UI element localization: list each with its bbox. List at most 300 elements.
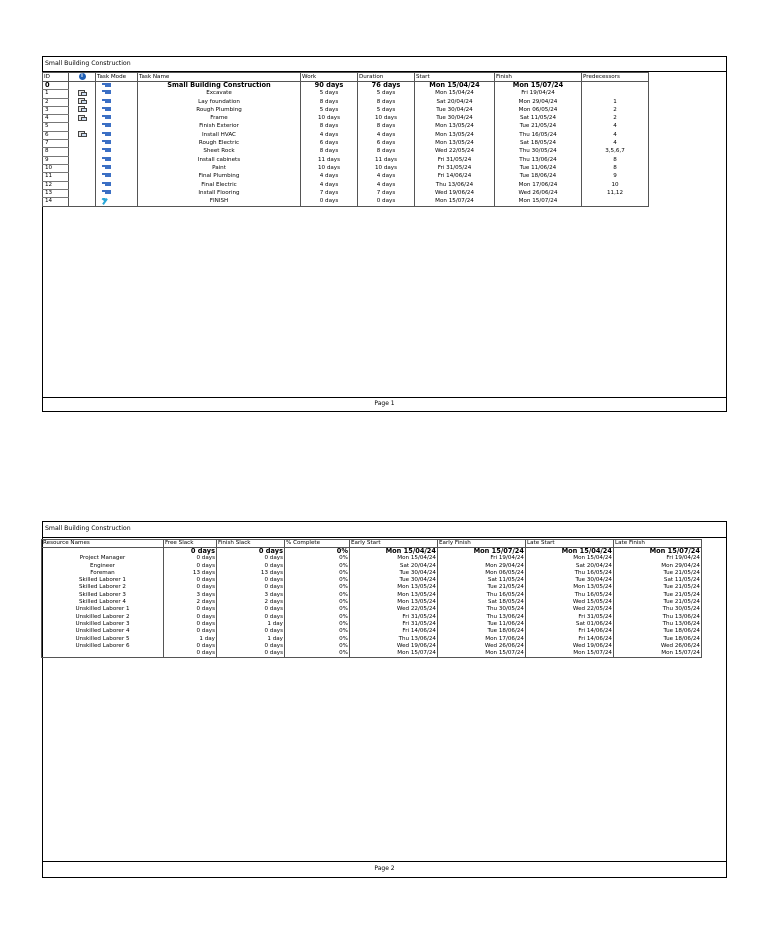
finish-slack: 0 days: [217, 628, 285, 635]
task-indicator: [69, 140, 96, 148]
task-name: Install Flooring: [138, 189, 301, 197]
auto-scheduled-task-icon: [102, 115, 111, 120]
finish-slack: 0 days: [217, 563, 285, 570]
task-work: 7 days: [301, 189, 358, 197]
late-start: Mon 13/05/24: [526, 584, 614, 591]
task-id: 6: [43, 131, 69, 139]
resource-row[interactable]: [42, 650, 702, 658]
task-mode: [96, 156, 138, 164]
resource-row[interactable]: [42, 584, 702, 591]
task-work: 10 days: [301, 115, 358, 123]
resource-row[interactable]: [42, 563, 702, 570]
task-table-header: [43, 73, 649, 82]
percent-complete: 0%: [285, 584, 350, 591]
early-start: Mon 13/05/24: [350, 592, 438, 599]
percent-complete: 0%: [285, 570, 350, 577]
percent-complete: 0%: [285, 614, 350, 621]
task-finish: Thu 16/05/24: [495, 131, 582, 139]
task-predecessors: 11,12: [582, 189, 649, 197]
early-finish: Tue 21/05/24: [438, 584, 526, 591]
task-start: Fri 31/05/24: [415, 156, 495, 164]
task-predecessors: 1: [582, 98, 649, 106]
free-slack: 0 days: [164, 606, 217, 613]
task-indicator: [69, 115, 96, 123]
divider: [43, 537, 726, 538]
early-start: Mon 15/04/24: [350, 548, 438, 556]
task-duration: 10 days: [358, 164, 415, 172]
task-mode: [96, 140, 138, 148]
task-indicator: [69, 198, 96, 207]
task-predecessors: 2: [582, 115, 649, 123]
resource-row[interactable]: [42, 599, 702, 606]
finish-slack: 1 day: [217, 636, 285, 643]
early-finish: Thu 16/05/24: [438, 592, 526, 599]
resource-name: Unskilled Laborer 2: [42, 614, 164, 621]
finish-slack: 0 days: [217, 548, 285, 556]
auto-scheduled-task-icon: [102, 90, 111, 95]
task-row[interactable]: [43, 131, 649, 139]
late-finish: Sat 11/05/24: [614, 577, 702, 584]
early-start: Fri 31/05/24: [350, 614, 438, 621]
column-header-work[interactable]: Work: [301, 73, 358, 82]
column-header-late-start[interactable]: Late Start: [526, 540, 614, 548]
resource-name: [42, 548, 164, 556]
task-id: 10: [43, 164, 69, 172]
task-id: 5: [43, 123, 69, 131]
late-finish: Fri 19/04/24: [614, 555, 702, 562]
column-header-predecessors[interactable]: Predecessors: [582, 73, 649, 82]
task-mode: [96, 181, 138, 189]
task-predecessors: 4: [582, 140, 649, 148]
task-finish: Mon 15/07/24: [495, 82, 582, 90]
finish-slack: 3 days: [217, 592, 285, 599]
percent-complete: 0%: [285, 555, 350, 562]
resource-row[interactable]: [42, 628, 702, 635]
column-header-indicators[interactable]: [69, 73, 96, 82]
task-work: 0 days: [301, 198, 358, 207]
task-mode: [96, 198, 138, 207]
task-finish: Tue 18/06/24: [495, 173, 582, 181]
task-start: Tue 30/04/24: [415, 106, 495, 114]
resource-row[interactable]: [42, 577, 702, 584]
task-row[interactable]: [43, 164, 649, 172]
task-start: Wed 19/06/24: [415, 189, 495, 197]
task-name: Excavate: [138, 90, 301, 98]
auto-scheduled-task-icon: [102, 148, 111, 153]
task-row[interactable]: [43, 189, 649, 197]
percent-complete: 0%: [285, 563, 350, 570]
auto-scheduled-task-icon: [102, 123, 111, 128]
late-start: Tue 30/04/24: [526, 577, 614, 584]
task-duration: 7 days: [358, 189, 415, 197]
task-row[interactable]: [43, 173, 649, 181]
late-finish: Tue 21/05/24: [614, 592, 702, 599]
finish-slack: 0 days: [217, 555, 285, 562]
free-slack: 2 days: [164, 599, 217, 606]
free-slack: 0 days: [164, 614, 217, 621]
page-number: Page 1: [374, 400, 395, 407]
task-start: Mon 13/05/24: [415, 123, 495, 131]
task-finish: Mon 15/07/24: [495, 198, 582, 207]
task-start: Wed 22/05/24: [415, 148, 495, 156]
task-mode: [96, 189, 138, 197]
task-predecessors: 10: [582, 181, 649, 189]
late-finish: Thu 30/05/24: [614, 606, 702, 613]
task-name: Sheet Rock: [138, 148, 301, 156]
task-mode: [96, 106, 138, 114]
column-header-percent-complete[interactable]: % Complete: [285, 540, 350, 548]
task-duration: 4 days: [358, 181, 415, 189]
task-work: 10 days: [301, 164, 358, 172]
late-start: Fri 14/06/24: [526, 628, 614, 635]
free-slack: 0 days: [164, 643, 217, 650]
task-row[interactable]: [43, 198, 649, 207]
finish-slack: 13 days: [217, 570, 285, 577]
resource-assignment-icon: [77, 106, 87, 113]
column-header-finish-slack[interactable]: Finish Slack: [217, 540, 285, 548]
finish-slack: 0 days: [217, 650, 285, 658]
task-duration: 8 days: [358, 98, 415, 106]
early-start: Mon 15/07/24: [350, 650, 438, 658]
early-start: Wed 22/05/24: [350, 606, 438, 613]
task-start: Thu 13/06/24: [415, 181, 495, 189]
resource-assignment-icon: [77, 98, 87, 105]
page-number: Page 2: [374, 865, 395, 872]
task-finish: Wed 26/06/24: [495, 189, 582, 197]
late-start: Fri 31/05/24: [526, 614, 614, 621]
resource-row[interactable]: [42, 548, 702, 556]
early-start: Wed 19/06/24: [350, 643, 438, 650]
late-finish: Tue 21/05/24: [614, 584, 702, 591]
task-start: Sat 20/04/24: [415, 98, 495, 106]
early-finish: Sat 18/05/24: [438, 599, 526, 606]
report-page-2: [42, 521, 727, 878]
early-finish: Mon 06/05/24: [438, 570, 526, 577]
resource-row[interactable]: [42, 555, 702, 562]
column-header-task-mode[interactable]: Task Mode: [96, 73, 138, 82]
resource-assignment-icon: [77, 115, 87, 122]
resource-name: Foreman: [42, 570, 164, 577]
free-slack: 0 days: [164, 584, 217, 591]
resource-assignment-icon: [77, 90, 87, 97]
column-header-resource-names[interactable]: Resource Names: [42, 540, 164, 548]
task-name: Final Plumbing: [138, 173, 301, 181]
early-start: Tue 30/04/24: [350, 577, 438, 584]
late-start: Sat 20/04/24: [526, 563, 614, 570]
early-finish: Mon 29/04/24: [438, 563, 526, 570]
task-duration: 11 days: [358, 156, 415, 164]
task-rows: [43, 82, 649, 207]
page-title: Small Building Construction: [45, 60, 131, 67]
free-slack: 0 days: [164, 555, 217, 562]
task-name: Finish Exterior: [138, 123, 301, 131]
auto-scheduled-task-icon: [102, 132, 111, 137]
task-name: Rough Plumbing: [138, 106, 301, 114]
resource-row[interactable]: [42, 606, 702, 613]
task-work: 8 days: [301, 123, 358, 131]
percent-complete: 0%: [285, 592, 350, 599]
task-predecessors: 8: [582, 156, 649, 164]
task-start: Mon 13/05/24: [415, 140, 495, 148]
task-row[interactable]: [43, 148, 649, 156]
task-start: Mon 15/04/24: [415, 90, 495, 98]
task-indicator: [69, 82, 96, 90]
late-start: Sat 01/06/24: [526, 621, 614, 628]
task-id: 3: [43, 106, 69, 114]
early-finish: Mon 17/06/24: [438, 636, 526, 643]
resource-name: Engineer: [42, 563, 164, 570]
task-start: Mon 15/07/24: [415, 198, 495, 207]
task-work: 4 days: [301, 181, 358, 189]
task-predecessors: 4: [582, 131, 649, 139]
resource-name: Skilled Laborer 4: [42, 599, 164, 606]
task-name: FINISH: [138, 198, 301, 207]
task-row[interactable]: [43, 156, 649, 164]
early-finish: Thu 13/06/24: [438, 614, 526, 621]
free-slack: 0 days: [164, 577, 217, 584]
task-predecessors: 9: [582, 173, 649, 181]
resource-row[interactable]: [42, 636, 702, 643]
task-row[interactable]: [43, 181, 649, 189]
early-start: Mon 13/05/24: [350, 599, 438, 606]
task-indicator: [69, 106, 96, 114]
late-finish: Thu 13/06/24: [614, 621, 702, 628]
task-name: Final Electric: [138, 181, 301, 189]
resource-row[interactable]: [42, 570, 702, 577]
task-row[interactable]: [43, 140, 649, 148]
column-header-late-finish[interactable]: Late Finish: [614, 540, 702, 548]
task-row[interactable]: [43, 82, 649, 90]
early-start: Mon 13/05/24: [350, 584, 438, 591]
percent-complete: 0%: [285, 650, 350, 658]
early-finish: Tue 11/06/24: [438, 621, 526, 628]
early-finish: Mon 15/07/24: [438, 548, 526, 556]
task-mode: [96, 98, 138, 106]
early-start: Fri 31/05/24: [350, 621, 438, 628]
column-header-finish[interactable]: Finish: [495, 73, 582, 82]
task-mode: [96, 173, 138, 181]
task-mode: [96, 123, 138, 131]
task-work: 8 days: [301, 98, 358, 106]
late-start: Mon 15/04/24: [526, 555, 614, 562]
late-finish: Mon 15/07/24: [614, 548, 702, 556]
task-finish: Thu 13/06/24: [495, 156, 582, 164]
footer-divider: [43, 861, 726, 862]
resource-row[interactable]: [42, 592, 702, 599]
resource-name: Unskilled Laborer 3: [42, 621, 164, 628]
resource-table: [41, 539, 702, 658]
task-predecessors: 4: [582, 123, 649, 131]
late-finish: Mon 29/04/24: [614, 563, 702, 570]
auto-scheduled-task-icon: [102, 190, 111, 195]
column-header-free-slack[interactable]: Free Slack: [164, 540, 217, 548]
task-id: 14: [43, 198, 69, 207]
task-name: Install cabinets: [138, 156, 301, 164]
column-header-early-start[interactable]: Early Start: [350, 540, 438, 548]
column-header-task-name[interactable]: Task Name: [138, 73, 301, 82]
task-row[interactable]: [43, 106, 649, 114]
late-start: Mon 15/07/24: [526, 650, 614, 658]
task-name: Rough Electric: [138, 140, 301, 148]
resource-row[interactable]: [42, 643, 702, 650]
percent-complete: 0%: [285, 628, 350, 635]
resource-name: Unskilled Laborer 4: [42, 628, 164, 635]
auto-scheduled-task-icon: [102, 165, 111, 170]
resource-name: [42, 650, 164, 658]
task-duration: 76 days: [358, 82, 415, 90]
auto-scheduled-task-icon: [102, 157, 111, 162]
task-mode: [96, 131, 138, 139]
resource-name: Skilled Laborer 2: [42, 584, 164, 591]
free-slack: 0 days: [164, 621, 217, 628]
task-id: 1: [43, 90, 69, 98]
resource-row[interactable]: [42, 621, 702, 628]
task-finish: Thu 30/05/24: [495, 148, 582, 156]
column-header-early-finish[interactable]: Early Finish: [438, 540, 526, 548]
percent-complete: 0%: [285, 606, 350, 613]
column-header-id[interactable]: ID: [43, 73, 69, 82]
finish-slack: 1 day: [217, 621, 285, 628]
task-duration: 10 days: [358, 115, 415, 123]
task-mode: [96, 82, 138, 90]
late-finish: Mon 15/07/24: [614, 650, 702, 658]
early-finish: Sat 11/05/24: [438, 577, 526, 584]
task-predecessors: 2: [582, 106, 649, 114]
task-mode: [96, 115, 138, 123]
early-start: Sat 20/04/24: [350, 563, 438, 570]
late-finish: Tue 21/05/24: [614, 599, 702, 606]
task-name: Small Building Construction: [138, 82, 301, 90]
task-indicator: [69, 90, 96, 98]
task-start: Fri 31/05/24: [415, 164, 495, 172]
early-finish: Tue 18/06/24: [438, 628, 526, 635]
early-finish: Thu 30/05/24: [438, 606, 526, 613]
task-id: 8: [43, 148, 69, 156]
task-finish: Sat 18/05/24: [495, 140, 582, 148]
late-start: Wed 22/05/24: [526, 606, 614, 613]
task-indicator: [69, 98, 96, 106]
resource-name: Unskilled Laborer 5: [42, 636, 164, 643]
early-start: Fri 14/06/24: [350, 628, 438, 635]
free-slack: 0 days: [164, 628, 217, 635]
task-mode: [96, 90, 138, 98]
task-duration: 5 days: [358, 90, 415, 98]
task-start: Tue 30/04/24: [415, 115, 495, 123]
task-id: 2: [43, 98, 69, 106]
task-predecessors: 8: [582, 164, 649, 172]
info-icon: i: [79, 73, 86, 80]
resource-rows: [42, 548, 702, 658]
task-row[interactable]: [43, 98, 649, 106]
resource-table-header: [42, 540, 702, 548]
late-start: Fri 14/06/24: [526, 636, 614, 643]
task-finish: Tue 21/05/24: [495, 123, 582, 131]
free-slack: 0 days: [164, 548, 217, 556]
task-id: 4: [43, 115, 69, 123]
auto-scheduled-task-icon: [102, 182, 111, 187]
footer-divider: [43, 397, 726, 398]
finish-slack: 0 days: [217, 643, 285, 650]
task-duration: 8 days: [358, 123, 415, 131]
auto-scheduled-task-icon: [102, 173, 111, 178]
resource-name: Unskilled Laborer 1: [42, 606, 164, 613]
late-start: Thu 16/05/24: [526, 592, 614, 599]
task-id: 11: [43, 173, 69, 181]
early-finish: Fri 19/04/24: [438, 555, 526, 562]
late-start: Thu 16/05/24: [526, 570, 614, 577]
late-start: Wed 19/06/24: [526, 643, 614, 650]
late-start: Mon 15/04/24: [526, 548, 614, 556]
task-indicator: [69, 173, 96, 181]
late-finish: Tue 18/06/24: [614, 636, 702, 643]
manually-scheduled-task-icon: [102, 198, 108, 205]
task-duration: 5 days: [358, 106, 415, 114]
column-header-duration[interactable]: Duration: [358, 73, 415, 82]
task-table: [42, 72, 649, 207]
task-finish: Tue 11/06/24: [495, 164, 582, 172]
task-finish: Mon 17/06/24: [495, 181, 582, 189]
column-header-start[interactable]: Start: [415, 73, 495, 82]
task-indicator: [69, 148, 96, 156]
auto-scheduled-task-icon: [102, 83, 111, 88]
early-finish: Wed 26/06/24: [438, 643, 526, 650]
free-slack: 13 days: [164, 570, 217, 577]
task-row[interactable]: [43, 123, 649, 131]
percent-complete: 0%: [285, 621, 350, 628]
finish-slack: 2 days: [217, 599, 285, 606]
finish-slack: 0 days: [217, 584, 285, 591]
resource-row[interactable]: [42, 614, 702, 621]
page-title: Small Building Construction: [45, 525, 131, 532]
task-finish: Mon 06/05/24: [495, 106, 582, 114]
task-row[interactable]: [43, 90, 649, 98]
percent-complete: 0%: [285, 636, 350, 643]
auto-scheduled-task-icon: [102, 99, 111, 104]
task-row[interactable]: [43, 115, 649, 123]
finish-slack: 0 days: [217, 577, 285, 584]
early-start: Tue 30/04/24: [350, 570, 438, 577]
task-work: 4 days: [301, 173, 358, 181]
resource-name: Project Manager: [42, 555, 164, 562]
task-start: Mon 13/05/24: [415, 131, 495, 139]
resource-name: Unskilled Laborer 6: [42, 643, 164, 650]
resource-assignment-icon: [77, 131, 87, 138]
task-duration: 8 days: [358, 148, 415, 156]
free-slack: 0 days: [164, 650, 217, 658]
late-finish: Tue 18/06/24: [614, 628, 702, 635]
resource-name: Skilled Laborer 1: [42, 577, 164, 584]
task-id: 7: [43, 140, 69, 148]
task-finish: Sat 11/05/24: [495, 115, 582, 123]
task-indicator: [69, 156, 96, 164]
free-slack: 3 days: [164, 592, 217, 599]
percent-complete: 0%: [285, 599, 350, 606]
finish-slack: 0 days: [217, 614, 285, 621]
late-start: Wed 15/05/24: [526, 599, 614, 606]
task-duration: 0 days: [358, 198, 415, 207]
task-name: Frame: [138, 115, 301, 123]
task-indicator: [69, 123, 96, 131]
resource-name: Skilled Laborer 3: [42, 592, 164, 599]
late-finish: Tue 21/05/24: [614, 570, 702, 577]
early-finish: Mon 15/07/24: [438, 650, 526, 658]
task-predecessors: [582, 82, 649, 90]
task-predecessors: 3,5,6,7: [582, 148, 649, 156]
task-id: 9: [43, 156, 69, 164]
task-start: Mon 15/04/24: [415, 82, 495, 90]
task-name: Install HVAC: [138, 131, 301, 139]
percent-complete: 0%: [285, 643, 350, 650]
